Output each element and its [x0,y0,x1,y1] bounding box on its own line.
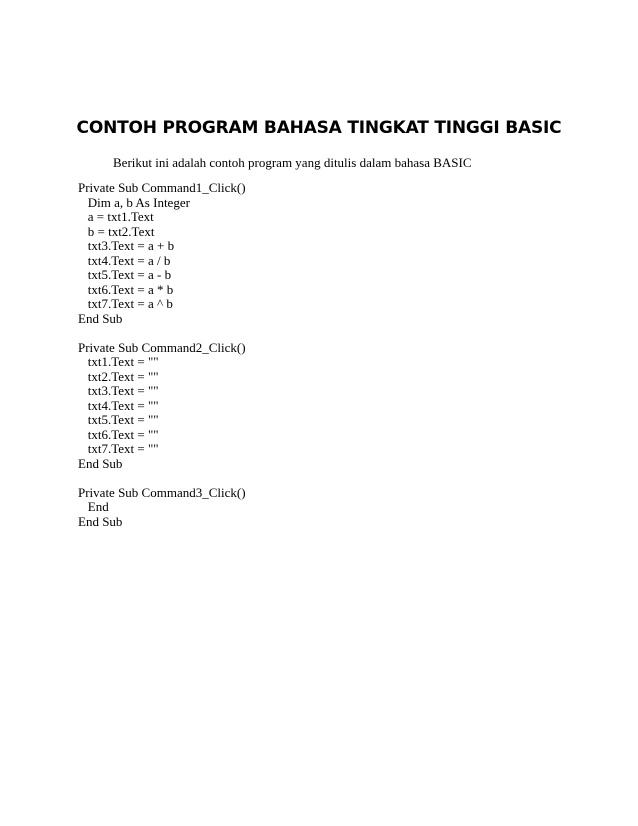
code-line-header: Private Sub Command1_Click() [78,180,246,195]
code-line: Dim a, b As Integer [78,194,190,210]
code-line: txt7.Text = a ^ b [78,296,173,311]
code-listing [78,181,246,529]
code-line: txt4.Text = a / b [78,252,171,268]
code-line: txt3.Text = "" [78,383,159,398]
code-line: txt6.Text = "" [78,426,159,442]
code-block-command1 [78,181,246,326]
code-line-footer: End Sub [78,310,123,326]
intro-paragraph: Berikut ini adalah contoh program yang ditulis dalam bahasa BASIC [113,155,472,170]
code-line-header: Private Sub Command2_Click() [78,339,246,355]
code-line: txt3.Text = a + b [78,238,175,253]
code-line-header: Private Sub Command3_Click() [78,484,246,500]
code-line: a = txt1.Text [78,209,154,224]
code-line: txt2.Text = "" [78,368,159,384]
code-line: txt6.Text = a * b [78,281,174,297]
blank-line [78,471,246,486]
code-line: b = txt2.Text [78,223,155,239]
code-line: txt5.Text = "" [78,412,159,427]
code-block-command2 [78,341,246,472]
page-title: CONTOH PROGRAM BAHASA TINGKAT TINGGI BASIC [76,118,562,138]
code-line: txt5.Text = a - b [78,267,172,282]
code-line: txt1.Text = "" [78,354,159,369]
code-line-footer: End Sub [78,513,123,529]
code-line: End [78,499,109,514]
code-block-command3 [78,486,246,530]
code-line: txt4.Text = "" [78,397,159,413]
code-line: txt7.Text = "" [78,441,159,456]
blank-line [78,326,246,341]
code-line-footer: End Sub [78,455,123,471]
